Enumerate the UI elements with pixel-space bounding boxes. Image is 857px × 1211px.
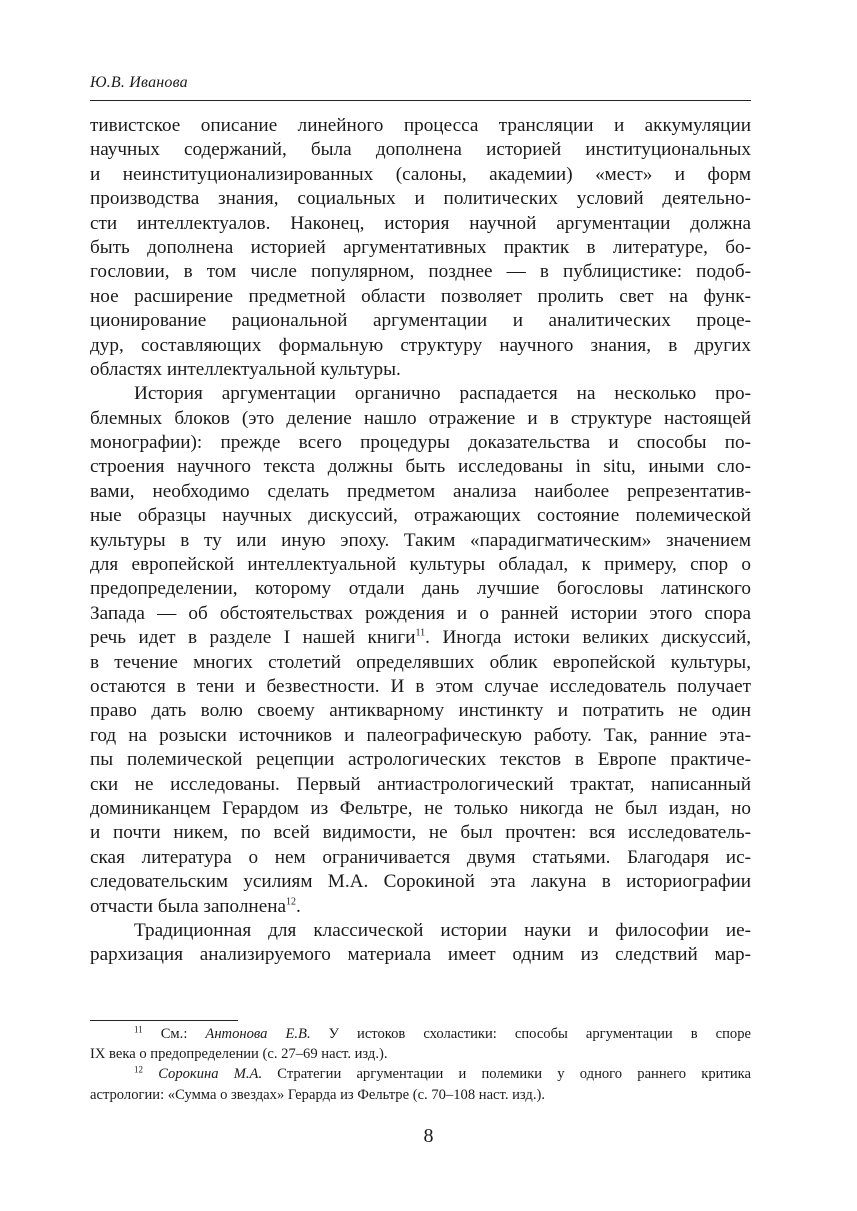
- text-run: рархизация анализируемого материала имеет одним из следствий мар-: [90, 944, 751, 966]
- text-line: [90, 846, 751, 870]
- text-run: вами, необходимо сделать предметом анализа наиболее репрезентатив-: [90, 480, 751, 502]
- text-run: и почти никем, по всей видимости, не был прочтен: вся исследователь-: [90, 822, 751, 844]
- page-number: 8: [423, 1125, 434, 1147]
- footnotes: [90, 1024, 751, 1105]
- text-line: [90, 334, 751, 358]
- text-line: [90, 699, 751, 723]
- text-line: [90, 821, 751, 845]
- text-line: [90, 114, 751, 138]
- text-line: [90, 187, 751, 211]
- text-line: [90, 455, 751, 479]
- text-line: [90, 358, 751, 382]
- footnote-line: [90, 1044, 751, 1064]
- footnote: [90, 1024, 751, 1064]
- text-run: ные образцы научных дискуссий, отражающих состояние полемической: [90, 505, 751, 527]
- text-run: ное расширение предметной области позволяет пролить свет на функ-: [90, 285, 751, 307]
- text-run: культуры в ту или иную эпоху. Таким «парадигматическим» значением: [90, 529, 751, 551]
- text-run: блемных блоков (это деление нашло отражение и в структуре настоящей: [90, 407, 751, 429]
- text-line: [90, 382, 751, 406]
- text-run: научных содержаний, была дополнена историей институциональных: [90, 139, 751, 161]
- text-line: [90, 651, 751, 675]
- text-line: [90, 212, 751, 236]
- text-run: ционирование рациональной аргументации и аналитических проце-: [90, 310, 751, 332]
- text-run: ская литература о нем ограничивается двумя статьями. Благодаря ис-: [90, 846, 751, 868]
- paragraph: [90, 919, 751, 968]
- text-line: [90, 675, 751, 699]
- footnote-line: [90, 1085, 751, 1105]
- text-run: доминиканцем Герардом из Фельтре, не только никогда не был издан, но: [90, 797, 751, 819]
- text-run: областях интеллектуальной культуры.: [90, 358, 401, 380]
- text-line: [90, 407, 751, 431]
- author-name: Сорокина М.А.: [158, 1066, 263, 1083]
- text-run: У истоков схоластики: способы аргументации в споре: [310, 1026, 751, 1042]
- text-run: право дать волю своему антикварному инстинкту и потратить не один: [90, 700, 751, 722]
- text-run: производства знания, социальных и политических условий деятельно-: [90, 188, 751, 210]
- text-run: в течение многих столетий определявших облик европейской культуры,: [90, 651, 751, 673]
- text-run: речь идет в разделе I нашей книги: [90, 627, 416, 649]
- footnote-number: 11: [134, 1024, 143, 1035]
- text-line: [90, 480, 751, 504]
- text-run: для европейской интеллектуальной культуры обладал, к примеру, спор о: [90, 554, 751, 576]
- text-run: и неинституционализированных (салоны, академии) «мест» и форм: [90, 163, 751, 185]
- text-run: .: [296, 895, 301, 917]
- text-run: гословии, в том числе популярном, позднее — в публицистике: подоб-: [90, 261, 751, 283]
- text-run: пы полемической рецепции астрологических текстов в Европе практиче-: [90, 749, 751, 771]
- footnote-rule: [90, 1020, 238, 1021]
- text-run: ски не исследованы. Первый антиастрологический трактат, написанный: [90, 773, 751, 795]
- footnote-ref: 12: [286, 896, 296, 907]
- running-head: Ю.В. Иванова: [90, 74, 188, 91]
- text-run: астрологии: «Сумма о звездах» Герарда из Фельтре (с. 70–108 наст. изд.).: [90, 1086, 546, 1103]
- text-run: сти интеллектуалов. Наконец, история научной аргументации должна: [90, 212, 751, 234]
- text-line: [90, 919, 751, 943]
- text-line: [90, 309, 751, 333]
- text-line: [90, 797, 751, 821]
- text-run: . Иногда истоки великих дискуссий,: [425, 627, 752, 649]
- text-line: [90, 138, 751, 162]
- footnote-ref: 11: [415, 627, 426, 639]
- text-line: [90, 773, 751, 797]
- text-run: следовательским усилиям М.А. Сорокиной эта лакуна в историографии: [90, 871, 751, 893]
- main-text: [90, 114, 751, 968]
- text-line: [90, 943, 751, 967]
- text-line: [90, 163, 751, 187]
- text-run: монографии): прежде всего процедуры доказательства и способы по-: [90, 432, 751, 454]
- text-run: отчасти была заполнена: [90, 895, 286, 917]
- text-line: [90, 895, 751, 919]
- text-line: [90, 577, 751, 601]
- text-run: Традиционная для классической истории науки и философии ие-: [134, 919, 751, 941]
- text-run: год на розыски источников и палеографическую работу. Так, ранние эта-: [90, 724, 751, 746]
- author-name: Антонова Е.В.: [205, 1026, 311, 1042]
- text-line: [90, 724, 751, 748]
- text-line: [90, 431, 751, 455]
- text-line: [90, 236, 751, 260]
- text-line: [90, 602, 751, 626]
- footnote-number: 12: [134, 1064, 143, 1075]
- text-run: Стратегии аргументации и полемики у одного раннего критика: [262, 1066, 751, 1083]
- text-line: [90, 626, 751, 650]
- text-run: тивистское описание линейного процесса трансляции и аккумуляции: [90, 115, 751, 136]
- text-run: IX века о предопределении (с. 27–69 наст. изд.).: [90, 1046, 388, 1063]
- footnote-line: [90, 1024, 751, 1044]
- paragraph: [90, 114, 751, 382]
- text-run: Запада — об обстоятельствах рождения и о ранней истории этого спора: [90, 602, 751, 624]
- text-line: [90, 529, 751, 553]
- text-line: [90, 285, 751, 309]
- text-run: быть дополнена историей аргументативных практик в литературе, бо-: [90, 236, 751, 258]
- text-run: предопределении, которому отдали дань лучшие богословы латинского: [90, 578, 751, 600]
- text-line: [90, 504, 751, 528]
- text-line: [90, 870, 751, 894]
- text-run: дур, составляющих формальную структуру научного знания, в других: [90, 334, 751, 356]
- text-run: См.:: [142, 1026, 206, 1042]
- text-line: [90, 553, 751, 577]
- header-rule: [90, 100, 751, 101]
- footnote-line: [90, 1064, 751, 1084]
- text-line: [90, 260, 751, 284]
- text-line: [90, 748, 751, 772]
- text-run: остаются в тени и безвестности. И в этом случае исследователь получает: [90, 675, 751, 697]
- footnote: [90, 1064, 751, 1104]
- text-run: История аргументации органично распадается на несколько про-: [134, 383, 751, 405]
- text-run: [143, 1066, 158, 1082]
- text-run: строения научного текста должны быть исследованы in situ, иными сло-: [90, 456, 751, 478]
- paragraph: [90, 382, 751, 919]
